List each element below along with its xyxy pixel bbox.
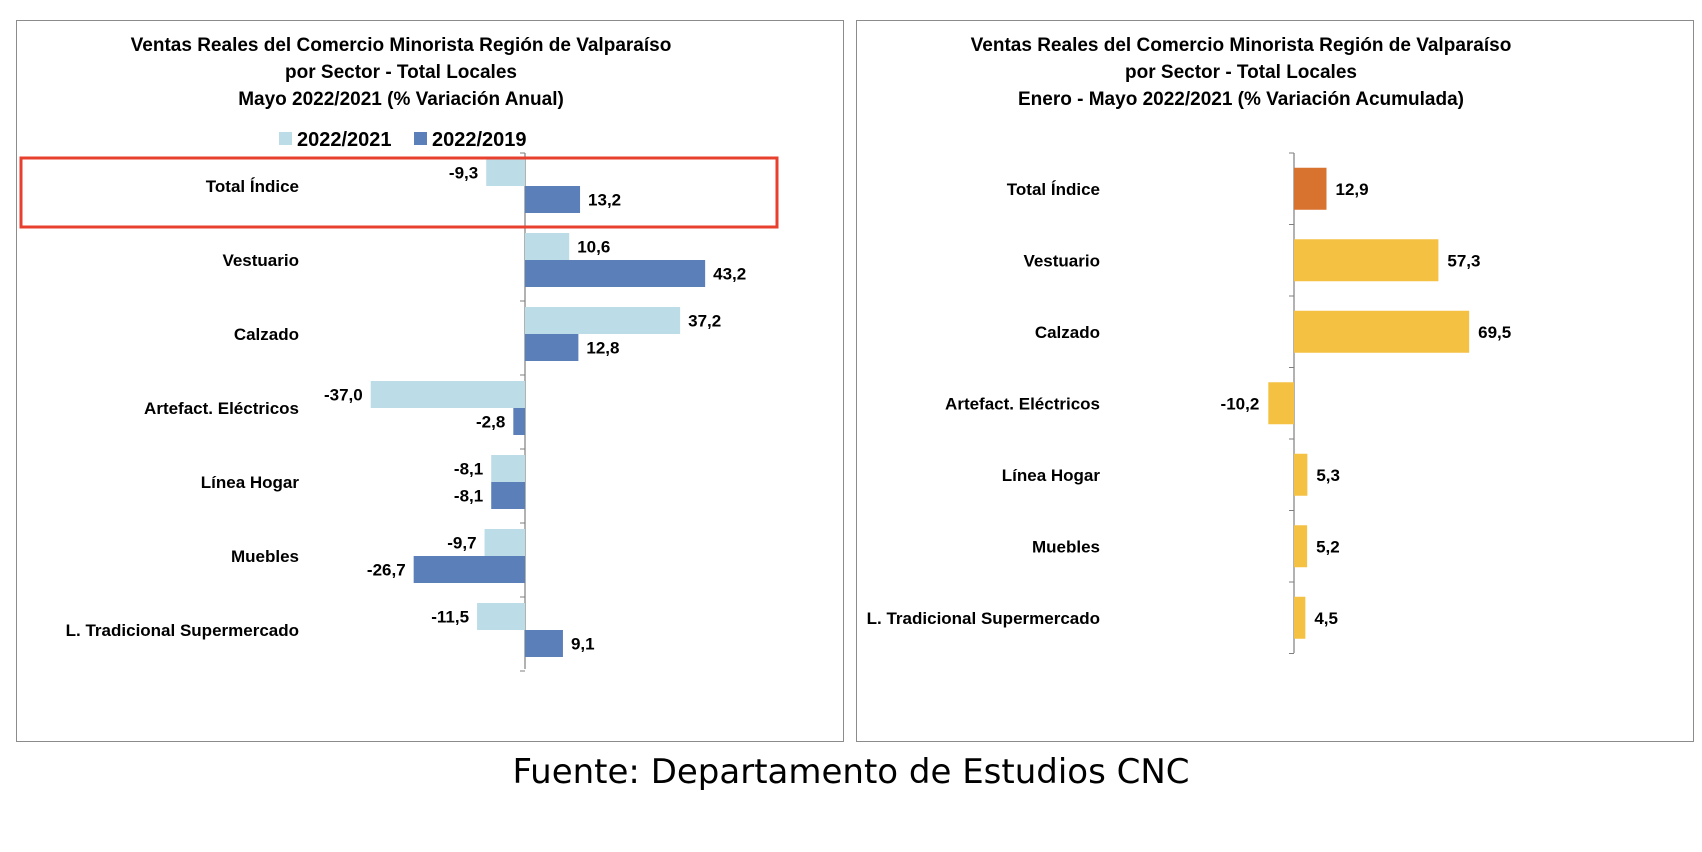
category-label-artefact-electricos: Artefact. Eléctricos bbox=[945, 394, 1100, 414]
category-label-total-indice: Total Índice bbox=[1006, 179, 1100, 199]
data-label-2022-2019-total-indice: 13,2 bbox=[588, 190, 622, 210]
chart-title-line-2: por Sector - Total Locales bbox=[285, 62, 517, 83]
chart-cumulative bbox=[857, 21, 1693, 741]
bar-2022-2021-artefact-electricos bbox=[371, 381, 525, 408]
data-label-2022-2021-calzado: 37,2 bbox=[688, 311, 722, 331]
category-label-calzado: Calzado bbox=[1034, 322, 1100, 342]
data-label-2022-2021-total-indice: -9,3 bbox=[448, 163, 479, 183]
bar-2022-2019-artefact-electricos bbox=[513, 408, 525, 435]
chart-title-line-2: por Sector - Total Locales bbox=[1125, 62, 1357, 83]
bar-total-indice bbox=[1294, 168, 1327, 210]
bar-vestuario bbox=[1294, 239, 1438, 281]
data-label-artefact-electricos: -10,2 bbox=[1220, 394, 1260, 414]
data-label-2022-2019-muebles: -26,7 bbox=[366, 560, 406, 580]
bar-artefact-electricos bbox=[1268, 382, 1294, 424]
chart-title-line-3: Mayo 2022/2021 (% Variación Anual) bbox=[238, 89, 564, 110]
bar-2022-2019-l-tradicional-supermercado bbox=[525, 630, 563, 657]
data-label-2022-2021-l-tradicional-supermercado: -11,5 bbox=[431, 607, 470, 627]
bar-2022-2021-calzado bbox=[525, 307, 680, 334]
category-label-total-indice: Total Índice bbox=[205, 177, 299, 196]
legend-swatch-2022-2019 bbox=[414, 132, 427, 145]
bar-2022-2021-vestuario bbox=[525, 233, 569, 260]
highlight-box-total-indice bbox=[21, 158, 777, 227]
category-label-muebles: Muebles bbox=[230, 547, 299, 566]
bar-2022-2019-vestuario bbox=[525, 260, 705, 287]
category-label-calzado: Calzado bbox=[233, 325, 299, 344]
chart-title-line-1: Ventas Reales del Comercio Minorista Región de Valparaíso bbox=[970, 35, 1512, 56]
data-label-l-tradicional-supermercado: 4,5 bbox=[1314, 608, 1338, 628]
category-label-linea-hogar: Línea Hogar bbox=[200, 473, 299, 492]
legend-label-2022-2019: 2022/2019 bbox=[432, 129, 527, 151]
bar-2022-2019-calzado bbox=[525, 334, 578, 361]
data-label-2022-2021-linea-hogar: -8,1 bbox=[453, 459, 484, 479]
category-label-artefact-electricos: Artefact. Eléctricos bbox=[144, 399, 299, 418]
bar-2022-2019-muebles bbox=[414, 556, 525, 583]
data-label-2022-2021-artefact-electricos: -37,0 bbox=[323, 385, 363, 405]
data-label-2022-2019-artefact-electricos: -2,8 bbox=[476, 412, 506, 432]
data-label-2022-2019-linea-hogar: -8,1 bbox=[453, 486, 484, 506]
chart-annual bbox=[17, 21, 843, 741]
category-label-l-tradicional-supermercado: L. Tradicional Supermercado bbox=[866, 608, 1100, 628]
bar-2022-2021-muebles bbox=[485, 529, 525, 556]
bar-calzado bbox=[1294, 311, 1469, 353]
category-label-linea-hogar: Línea Hogar bbox=[1001, 465, 1100, 485]
source-caption: Fuente: Departamento de Estudios CNC bbox=[512, 752, 1190, 792]
data-label-total-indice: 12,9 bbox=[1335, 179, 1369, 199]
data-label-2022-2021-muebles: -9,7 bbox=[447, 533, 477, 553]
data-label-linea-hogar: 5,3 bbox=[1316, 465, 1340, 485]
bar-2022-2021-linea-hogar bbox=[491, 455, 525, 482]
bar-l-tradicional-supermercado bbox=[1294, 597, 1305, 639]
data-label-2022-2021-vestuario: 10,6 bbox=[577, 237, 611, 257]
data-label-muebles: 5,2 bbox=[1316, 537, 1340, 557]
legend-label-2022-2021: 2022/2021 bbox=[297, 129, 392, 151]
data-label-2022-2019-calzado: 12,8 bbox=[586, 338, 620, 358]
data-label-vestuario: 57,3 bbox=[1447, 251, 1481, 271]
data-label-calzado: 69,5 bbox=[1478, 322, 1512, 342]
category-label-vestuario: Vestuario bbox=[222, 251, 299, 270]
chart-panel-cumulative bbox=[856, 20, 1694, 742]
chart-title-line-1: Ventas Reales del Comercio Minorista Región de Valparaíso bbox=[130, 35, 672, 56]
legend-swatch-2022-2021 bbox=[279, 132, 292, 145]
category-label-vestuario: Vestuario bbox=[1023, 251, 1100, 271]
bar-2022-2021-total-indice bbox=[486, 159, 525, 186]
data-label-2022-2019-vestuario: 43,2 bbox=[713, 264, 747, 284]
data-label-2022-2019-l-tradicional-supermercado: 9,1 bbox=[570, 634, 595, 654]
bar-2022-2019-total-indice bbox=[525, 186, 580, 213]
bar-linea-hogar bbox=[1294, 454, 1307, 496]
category-label-l-tradicional-supermercado: L. Tradicional Supermercado bbox=[65, 621, 299, 640]
chart-panel-annual bbox=[16, 20, 844, 742]
category-label-muebles: Muebles bbox=[1031, 537, 1100, 557]
chart-title-line-3: Enero - Mayo 2022/2021 (% Variación Acumulada) bbox=[1018, 89, 1464, 110]
bar-muebles bbox=[1294, 525, 1307, 567]
bar-2022-2019-linea-hogar bbox=[491, 482, 525, 509]
bar-2022-2021-l-tradicional-supermercado bbox=[477, 603, 525, 630]
